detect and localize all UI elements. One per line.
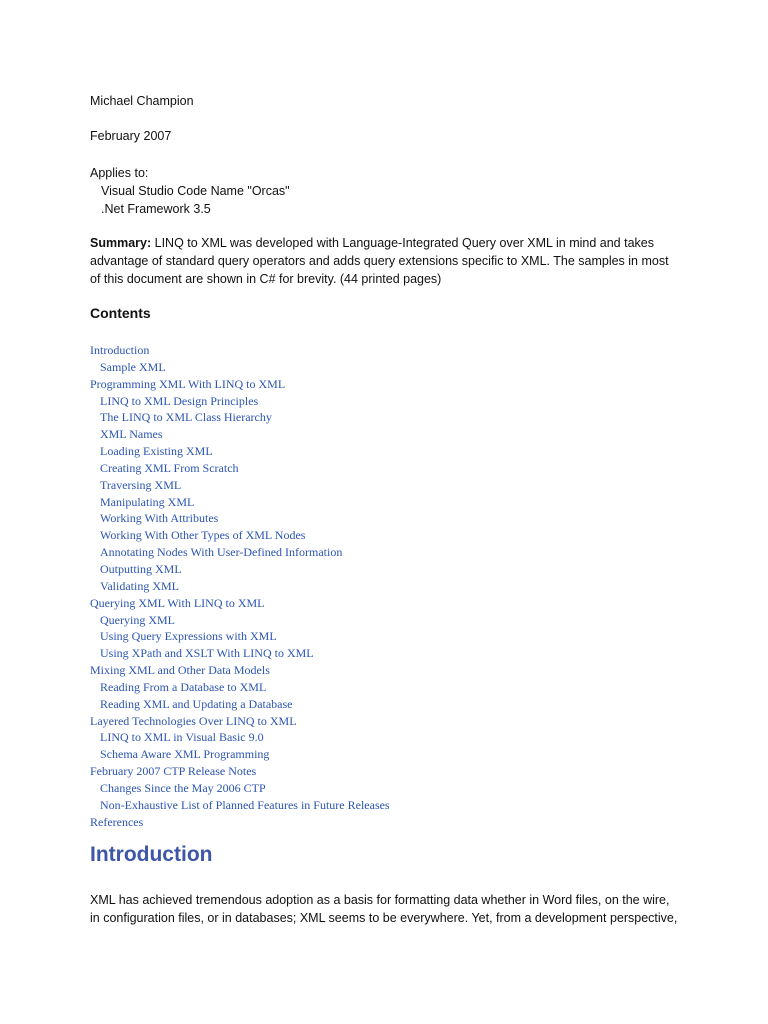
toc-link[interactable]: Reading XML and Updating a Database: [100, 696, 293, 711]
toc-link[interactable]: Working With Other Types of XML Nodes: [100, 528, 306, 543]
toc-link[interactable]: Reading From a Database to XML: [100, 679, 267, 694]
toc-link[interactable]: LINQ to XML in Visual Basic 9.0: [100, 730, 264, 745]
author-name: Michael Champion: [90, 94, 194, 108]
applies-to-label: Applies to:: [90, 166, 149, 180]
toc-link[interactable]: Introduction: [90, 343, 150, 357]
summary-paragraph: [90, 234, 680, 288]
toc-link[interactable]: Querying XML: [100, 612, 175, 627]
applies-to-section: [90, 164, 290, 218]
toc-link[interactable]: Querying XML With LINQ to XML: [90, 595, 265, 610]
toc-link[interactable]: Using XPath and XSLT With LINQ to XML: [100, 646, 314, 661]
toc-link[interactable]: References: [90, 814, 144, 829]
toc-link[interactable]: Sample XML: [100, 359, 166, 374]
summary-label: Summary:: [90, 236, 152, 250]
toc-link[interactable]: Creating XML From Scratch: [100, 460, 239, 475]
toc-link[interactable]: LINQ to XML Design Principles: [100, 393, 259, 408]
toc-link[interactable]: Working With Attributes: [100, 511, 219, 526]
contents-heading: Contents: [90, 305, 151, 321]
toc-link[interactable]: Changes Since the May 2006 CTP: [100, 780, 266, 795]
toc-link[interactable]: Manipulating XML: [100, 494, 195, 509]
publish-date: February 2007: [90, 129, 172, 143]
toc-link[interactable]: Loading Existing XML: [100, 444, 213, 459]
table-of-contents: [90, 342, 390, 830]
toc-link[interactable]: Annotating Nodes With User-Defined Information: [100, 545, 343, 560]
summary-text: LINQ to XML was developed with Language-Integrated Query over XML in mind and takes advantage of standard query operators and adds query extensions specific to XML. The samples in most of this document are shown in C# for brevity. (44 printed pages): [90, 236, 669, 286]
introduction-heading: Introduction: [90, 843, 213, 866]
toc-link[interactable]: Layered Technologies Over LINQ to XML: [90, 713, 297, 728]
toc-link[interactable]: XML Names: [100, 427, 163, 442]
toc-link[interactable]: Validating XML: [100, 578, 179, 593]
toc-link[interactable]: Outputting XML: [100, 561, 182, 576]
toc-link[interactable]: Programming XML With LINQ to XML: [90, 376, 286, 391]
toc-link[interactable]: Non-Exhaustive List of Planned Features in Future Releases: [100, 797, 390, 812]
toc-link[interactable]: February 2007 CTP Release Notes: [90, 764, 257, 779]
toc-link[interactable]: Using Query Expressions with XML: [100, 629, 277, 644]
toc-link[interactable]: The LINQ to XML Class Hierarchy: [100, 410, 272, 425]
toc-link[interactable]: Mixing XML and Other Data Models: [90, 663, 270, 678]
introduction-paragraph: XML has achieved tremendous adoption as a basis for formatting data whether in Word files, on the wire, in configuration files, or in databases; XML seems to be everywhere. Yet, from a development perspective,: [90, 893, 678, 925]
toc-link[interactable]: Schema Aware XML Programming: [100, 747, 270, 762]
applies-to-item: .Net Framework 3.5: [101, 202, 211, 216]
applies-to-item: Visual Studio Code Name "Orcas": [101, 184, 290, 198]
toc-link[interactable]: Traversing XML: [100, 477, 182, 492]
